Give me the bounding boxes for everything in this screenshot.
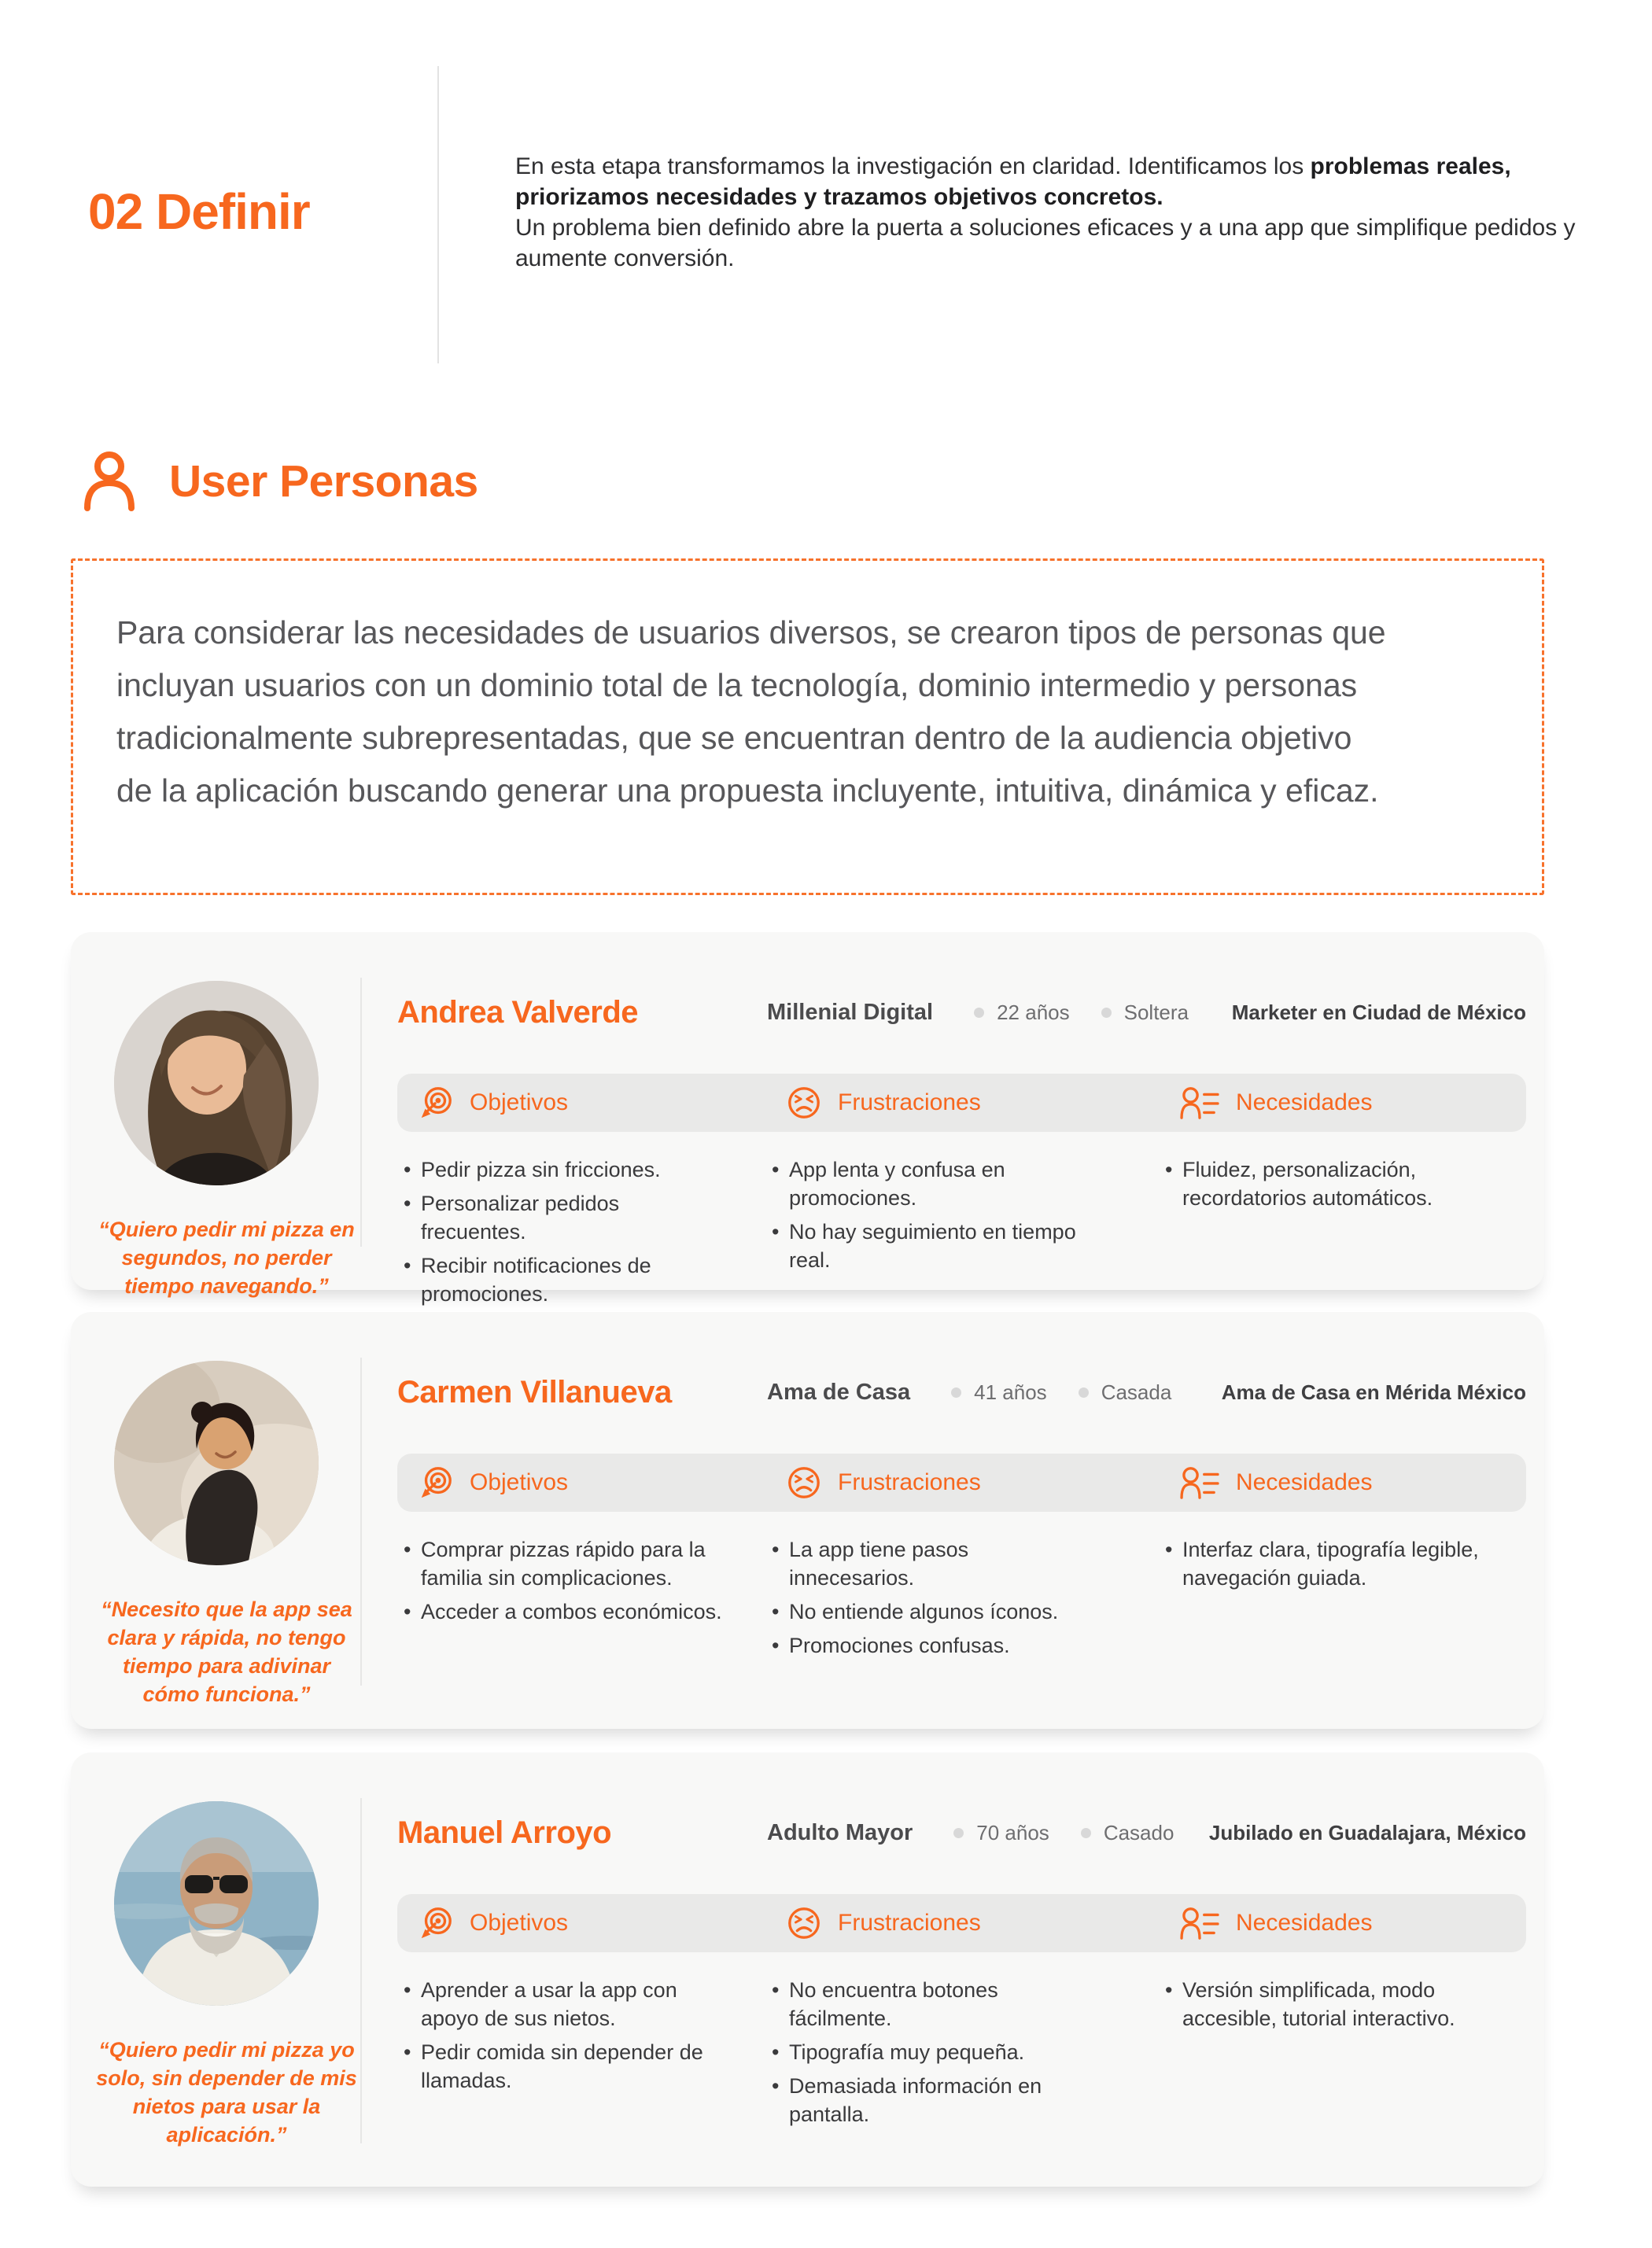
- angry-face-icon: [786, 1905, 822, 1941]
- user-icon: [81, 450, 138, 513]
- persona-age: 22 años: [997, 1001, 1070, 1024]
- necesidades-label: Necesidades: [1236, 1089, 1373, 1115]
- dot-separator: [1101, 1008, 1112, 1018]
- persona-marital-status: Casado: [1103, 1821, 1174, 1844]
- objetivos-label: Objetivos: [470, 1089, 569, 1115]
- target-icon: [418, 1465, 454, 1501]
- list-item: • No encuentra botones fácilmente.: [767, 1976, 1096, 2032]
- necesidades-label: Necesidades: [1236, 1910, 1373, 1936]
- list-item: • Fluidez, personalización, recordatorios automáticos.: [1160, 1155, 1526, 1212]
- attributes-header-bar: [397, 1074, 1526, 1132]
- persona-photo-andrea: [114, 981, 319, 1185]
- necesidades-header: [1179, 1465, 1526, 1500]
- frustraciones-header: [786, 1905, 1179, 1941]
- persona-marital-status: Soltera: [1123, 1001, 1189, 1024]
- dot-separator: [1081, 1828, 1091, 1838]
- dot-separator: [974, 1008, 984, 1018]
- target-icon: [418, 1085, 454, 1121]
- persona-photo-manuel: [114, 1801, 319, 2006]
- list-item: • Tipografía muy pequeña.: [767, 2038, 1096, 2066]
- list-item: • La app tiene pasos innecesarios.: [767, 1535, 1096, 1592]
- persona-details: [397, 932, 1526, 1314]
- persona-name: Andrea Valverde: [397, 995, 638, 1030]
- necesidades-header: [1179, 1906, 1526, 1940]
- list-item: • Comprar pizzas rápido para la familia sin complicaciones.: [399, 1535, 728, 1592]
- section-heading: [81, 450, 478, 513]
- persona-quote: “Quiero pedir mi pizza en segundos, no perder tiempo navegando.”: [98, 1218, 355, 1298]
- persona-segment: Ama de Casa: [767, 1380, 911, 1405]
- persona-name: Carmen Villanueva: [397, 1375, 672, 1410]
- persona-quote: “Quiero pedir mi pizza yo solo, sin depender de mis nietos para usar la aplicación.”: [96, 2038, 357, 2147]
- vertical-divider: [360, 1798, 362, 2143]
- persona-age: 41 años: [974, 1380, 1047, 1404]
- objetivos-header: [418, 1905, 786, 1941]
- list-item: • Recibir notificaciones de promociones.: [399, 1251, 728, 1308]
- list-item: • Interfaz clara, tipografía legible, navegación guiada.: [1160, 1535, 1526, 1592]
- angry-face-icon: [786, 1085, 822, 1121]
- objetivos-list: [399, 1155, 767, 1314]
- user-list-icon: [1179, 1906, 1220, 1940]
- list-item: • Demasiada información en pantalla.: [767, 2072, 1096, 2128]
- list-item: • Pedir comida sin depender de llamadas.: [399, 2038, 728, 2095]
- intro-text: En esta etapa transformamos la investigación en claridad. Identificamos los: [515, 153, 1311, 179]
- objetivos-label: Objetivos: [470, 1469, 569, 1495]
- frustraciones-label: Frustraciones: [838, 1089, 981, 1115]
- persona-card-carmen: [71, 1312, 1544, 1729]
- objetivos-list: [399, 1535, 767, 1665]
- list-item: • Personalizar pedidos frecuentes.: [399, 1189, 728, 1246]
- persona-card-andrea: [71, 932, 1544, 1306]
- attributes-header-bar: [397, 1894, 1526, 1952]
- personas-description-box: [71, 558, 1544, 895]
- frustraciones-header: [786, 1465, 1179, 1501]
- user-list-icon: [1179, 1085, 1220, 1120]
- objetivos-list: [399, 1976, 767, 2134]
- dot-separator: [951, 1387, 961, 1398]
- attributes-columns: [397, 1155, 1526, 1314]
- frustraciones-label: Frustraciones: [838, 1469, 981, 1495]
- list-item: • Pedir pizza sin fricciones.: [399, 1155, 728, 1184]
- list-item: • No hay seguimiento en tiempo real.: [767, 1218, 1096, 1274]
- persona-age: 70 años: [976, 1821, 1049, 1844]
- persona-occupation: Marketer en Ciudad de México: [1231, 1001, 1526, 1024]
- frustraciones-header: [786, 1085, 1179, 1121]
- intro-text-line2: Un problema bien definido abre la puerta a soluciones eficaces y a una app que simplifique pedidos y aumente conversión.: [515, 215, 1576, 271]
- list-item: • Aprender a usar la app con apoyo de sus nietos.: [399, 1976, 728, 2032]
- intro-text-bold: problemas reales, priorizamos necesidades y trazamos objetivos concretos.: [515, 153, 1511, 210]
- user-list-icon: [1179, 1465, 1220, 1500]
- dot-separator: [1079, 1387, 1089, 1398]
- necesidades-list: [1160, 1976, 1526, 2134]
- objetivos-header: [418, 1465, 786, 1501]
- page-title: 02 Definir: [88, 183, 310, 240]
- intro-paragraph: [515, 151, 1632, 274]
- list-item: • Acceder a combos económicos.: [399, 1598, 728, 1626]
- personas-description: Para considerar las necesidades de usuarios diversos, se crearon tipos de personas que incluyan usuarios con un dominio total de la tecnología, dominio intermedio y personas tradicionalmente subrepresentadas, que se encuentran dentro de la audiencia objetivo de la aplicación buscando generar una propuesta incluyente, intuitiva, dinámica y eficaz.: [116, 614, 1386, 809]
- target-icon: [418, 1905, 454, 1941]
- persona-card-manuel: [71, 1752, 1544, 2187]
- list-item: • Versión simplificada, modo accesible, tutorial interactivo.: [1160, 1976, 1526, 2032]
- frustraciones-list: [767, 1535, 1160, 1665]
- section-title: User Personas: [169, 456, 478, 507]
- vertical-divider: [360, 978, 362, 1247]
- objetivos-header: [418, 1085, 786, 1121]
- necesidades-label: Necesidades: [1236, 1469, 1373, 1495]
- necesidades-list: [1160, 1155, 1526, 1314]
- persona-name: Manuel Arroyo: [397, 1815, 612, 1850]
- frustraciones-list: [767, 1155, 1160, 1314]
- persona-photo-carmen: [114, 1361, 319, 1565]
- necesidades-list: [1160, 1535, 1526, 1665]
- persona-header: [397, 995, 1526, 1030]
- necesidades-header: [1179, 1085, 1526, 1120]
- persona-marital-status: Casada: [1101, 1380, 1172, 1404]
- persona-header: [397, 1375, 1526, 1410]
- persona-occupation: Jubilado en Guadalajara, México: [1208, 1821, 1526, 1844]
- persona-quote: “Necesito que la app sea clara y rápida, no tengo tiempo para adivinar cómo funciona.”: [101, 1598, 352, 1706]
- persona-occupation: Ama de Casa en Mérida México: [1221, 1380, 1526, 1404]
- list-item: • No entiende algunos íconos.: [767, 1598, 1096, 1626]
- attributes-columns: [397, 1976, 1526, 2134]
- persona-details: [397, 1752, 1526, 2134]
- vertical-divider: [437, 66, 439, 363]
- attributes-header-bar: [397, 1454, 1526, 1512]
- objetivos-label: Objetivos: [470, 1910, 569, 1936]
- dot-separator: [953, 1828, 964, 1838]
- attributes-columns: [397, 1535, 1526, 1665]
- persona-segment: Adulto Mayor: [767, 1820, 913, 1845]
- persona-details: [397, 1312, 1526, 1665]
- angry-face-icon: [786, 1465, 822, 1501]
- vertical-divider: [360, 1358, 362, 1686]
- list-item: • Promociones confusas.: [767, 1631, 1096, 1660]
- frustraciones-list: [767, 1976, 1160, 2134]
- persona-segment: Millenial Digital: [767, 1000, 934, 1025]
- list-item: • App lenta y confusa en promociones.: [767, 1155, 1096, 1212]
- frustraciones-label: Frustraciones: [838, 1910, 981, 1936]
- persona-header: [397, 1815, 1526, 1851]
